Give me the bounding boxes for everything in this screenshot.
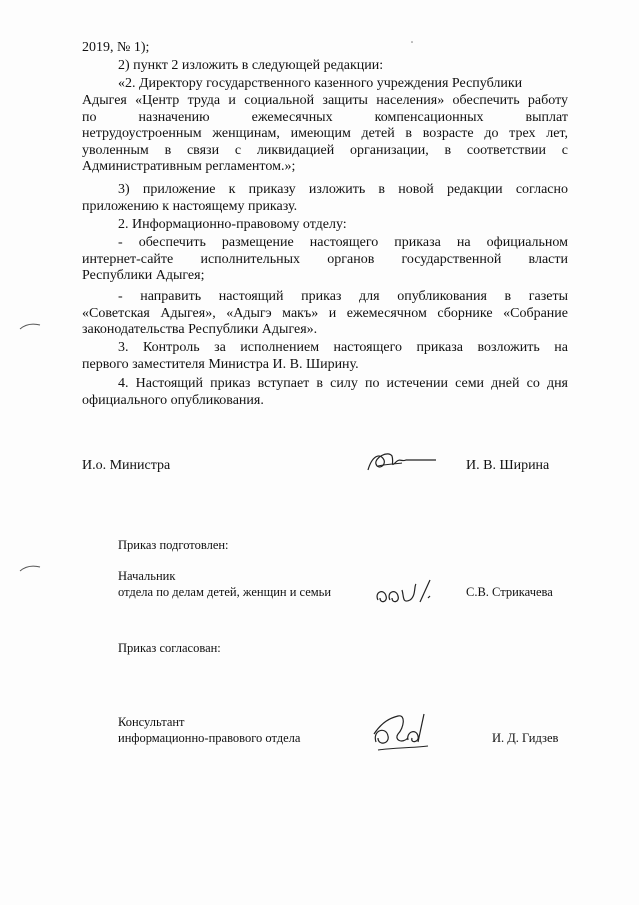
section-3-line: 3. Контроль за исполнением настоящего приказа возложить на: [118, 340, 568, 355]
item-3-line: приложению к настоящему приказу.: [82, 198, 298, 214]
item-2-line: уволенным в связи с ликвидацией организации, в соответствии с: [82, 142, 568, 158]
prepared-position-line-2: отдела по делам детей, женщин и семьи: [118, 585, 332, 599]
section-2-b-line: законодательства Республики Адыгея».: [82, 322, 318, 337]
section-2-item-b: [82, 289, 568, 339]
section-3-line: первого заместителя Министра И. В. Ширину.: [82, 356, 359, 372]
text-line-year: 2019, № 1);: [82, 40, 150, 55]
item-3-line: 3) приложение к приказу изложить в новой редакции согласно: [118, 182, 568, 197]
agreed-handwritten-signature: [368, 708, 434, 754]
acting-minister-name: И. В. Ширина: [466, 458, 550, 473]
prepared-label: Приказ подготовлен:: [118, 538, 229, 552]
prepared-position-line-1: Начальник: [118, 569, 176, 583]
section-2-a-line: Республики Адыгея;: [82, 268, 205, 283]
section-2-heading: 2. Информационно-правовому отделу:: [118, 217, 347, 232]
item-2-line: «2. Директору государственного казенного учреждения Республики: [118, 76, 523, 91]
section-2-b-line: - направить настоящий приказ для опубликования в газеты: [118, 289, 568, 304]
section-4: [82, 376, 568, 409]
minister-handwritten-signature: [362, 446, 442, 476]
agreed-position-line-1: Консультант: [118, 715, 185, 729]
item-2-line: Адыгея «Центр труда и социальной защиты населения» обеспечить работу: [82, 93, 568, 108]
item-2-text: [82, 76, 568, 93]
punch-mark-top: [18, 320, 42, 332]
agreed-label: Приказ согласован:: [118, 641, 221, 655]
acting-minister-title: И.о. Министра: [82, 458, 171, 473]
prepared-handwritten-signature: [372, 576, 436, 610]
punch-mark-bottom: [18, 562, 42, 574]
agreed-name: И. Д. Гидзев: [492, 731, 559, 745]
section-4-line: официального опубликования.: [82, 392, 264, 408]
section-2-b-line: «Советская Адыгея», «Адыгэ макъ» и ежемесячном сборнике «Собрание: [82, 305, 568, 321]
item-2-line: по назначению ежемесячных компенсационных выплат: [82, 109, 568, 125]
item-2-text-cont: [82, 93, 568, 176]
section-4-line: 4. Настоящий приказ вступает в силу по истечении семи дней со дня: [118, 376, 568, 391]
section-3: [82, 340, 568, 373]
item-2-line: нетрудоустроенным женщинам, имеющим детей в возрасте до трех лет,: [82, 126, 568, 141]
section-2-item-a: [82, 235, 568, 285]
item-2-intro: 2) пункт 2 изложить в следующей редакции:: [118, 58, 384, 73]
agreed-position-line-2: информационно-правового отдела: [118, 731, 301, 745]
item-3: [82, 182, 568, 215]
section-2-a-line: интернет-сайте исполнительных органов государственной власти: [82, 251, 568, 267]
prepared-name: С.В. Стрикачева: [466, 585, 553, 599]
item-2-line: Административным регламентом.»;: [82, 159, 296, 174]
section-2-a-line: - обеспечить размещение настоящего приказа на официальном: [118, 235, 568, 250]
